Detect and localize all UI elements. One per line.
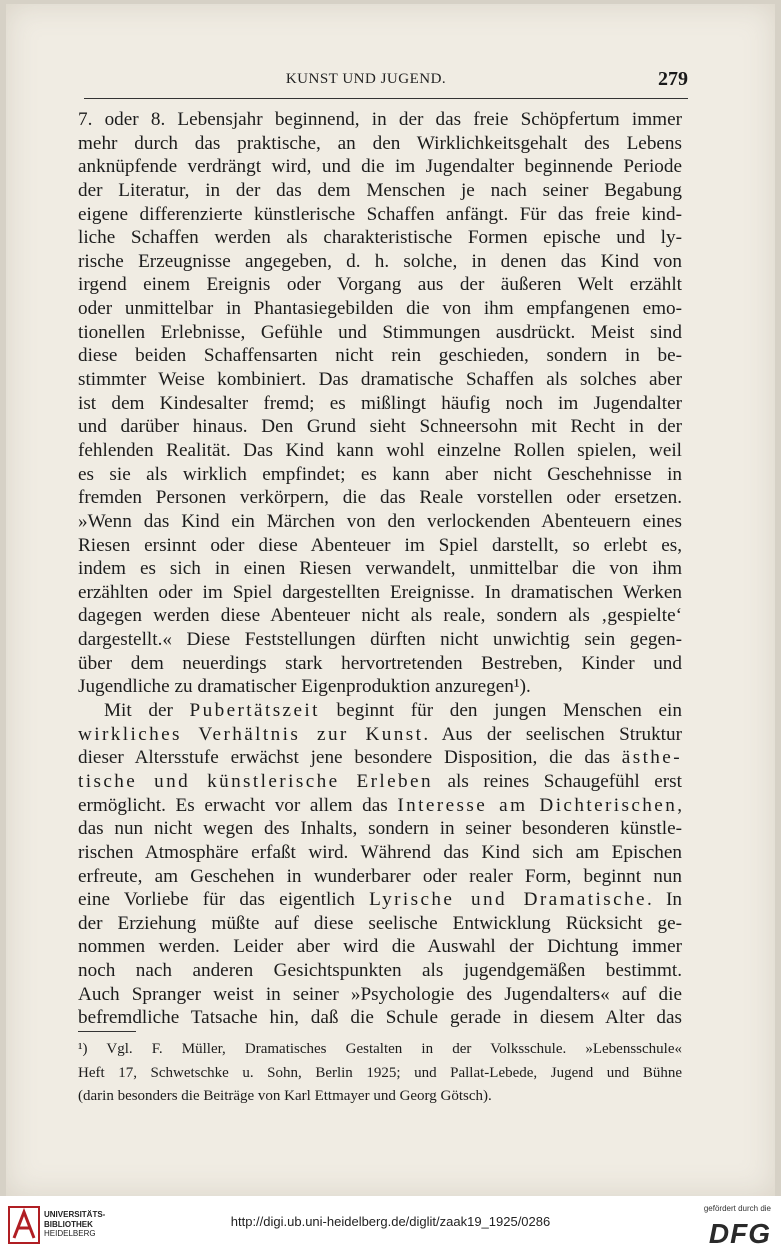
text-run: Mit der — [104, 700, 190, 722]
viewer-footer — [0, 1196, 781, 1255]
text-line: indem es sich in einen Riesen verwandelt, unmittelbar die von ihm — [78, 558, 682, 580]
dfg-logo[interactable]: DFG — [708, 1218, 771, 1249]
text-run: ermöglicht. Es erwacht vor allem das — [78, 794, 398, 816]
spaced-term: ästhe- — [621, 747, 682, 769]
spaced-term: wirkliches Verhältnis zur Kunst — [78, 723, 424, 745]
text-line: rischen Atmosphäre erfaßt wird. Während das Kind sich am Epischen — [78, 841, 682, 863]
text-line: erzählten oder im Spiel dargestellten Ereignisse. In dramatischen Werken — [78, 581, 682, 603]
text-line — [78, 794, 682, 818]
text-line: diese beiden Schaffensarten nicht rein geschieden, sondern in be- — [78, 345, 682, 367]
text-line: ist dem Kindesalter fremd; es mißlingt häufig noch im Jugendalter — [78, 392, 682, 414]
text-run: . In — [646, 889, 682, 911]
dfg-caption: gefördert durch die — [703, 1204, 771, 1213]
text-line: noch nach anderen Gesichtspunkten als jugendgemäßen bestimmt. — [78, 960, 682, 982]
page-number: 279 — [658, 68, 688, 90]
text-line: der Literatur, in der das dem Menschen je nach seiner Begabung — [78, 179, 682, 201]
text-line: es sie als wirklich empfindet; es kann aber nicht Geschehnisse in — [78, 463, 682, 485]
permalink-url[interactable]: http://digi.ub.uni-heidelberg.de/diglit/zaak19_1925/0286 — [230, 1214, 551, 1229]
running-title: KUNST UND JUGEND. — [285, 71, 447, 87]
text-line: oder unmittelbar in Phantasiegebilden die von ihm empfangenen emo- — [78, 298, 682, 320]
text-line: fehlenden Realität. Das Kind kann wohl einzelne Rollen spielen, weil — [78, 439, 682, 461]
text-run: beginnt für den jungen Menschen ein — [319, 700, 682, 722]
footnote-rule — [78, 1031, 136, 1032]
text-line: fremden Personen verkörpern, die das Reale vorstellen oder ersetzen. — [78, 487, 682, 509]
text-line — [78, 699, 682, 723]
text-run: , — [677, 794, 682, 816]
text-line — [78, 888, 682, 912]
text-line: nommen werden. Leider aber wird die Auswahl der Dichtung immer — [78, 936, 682, 958]
page-header — [84, 68, 688, 99]
footnote — [78, 1040, 682, 1111]
library-name-line: UNIVERSITÄTS- — [44, 1210, 106, 1219]
text-run: . Aus der seelischen Struktur — [423, 723, 682, 745]
library-name-line: HEIDELBERG — [44, 1229, 96, 1238]
spaced-term: Lyrische und Dramatische — [369, 889, 647, 911]
text-line: 7. oder 8. Lebensjahr beginnend, in der das freie Schöpfertum immer — [78, 109, 682, 130]
text-line: anknüpfende verdrängt wird, und die im Jugendalter beginnende Periode — [78, 156, 682, 178]
text-line: stimmter Weise kombiniert. Das dramatische Schaffen als solches aber — [78, 369, 682, 391]
text-line: liche Schaffen werden als charakteristische Formen epische und ly- — [78, 227, 682, 249]
text-line: rische Erzeugnisse angegeben, d. h. solche, in denen das Kind von — [78, 250, 682, 272]
text-line: »Wenn das Kind ein Märchen von den verlockenden Abenteuern eines — [78, 510, 682, 532]
footnote-line: ¹) Vgl. F. Müller, Dramatisches Gestalten in der Volksschule. »Lebensschule« — [78, 1041, 682, 1057]
text-line: und darüber hinaus. Den Grund sieht Schneersohn mit Recht in der — [78, 416, 682, 438]
text-line: erfreute, am Geschehen in wunderbarer oder realer Form, beginnt nun — [78, 865, 682, 887]
text-line: das nun nicht wegen des Inhalts, sondern in seiner besonderen künstle- — [78, 818, 682, 840]
text-run: dieser Altersstufe erwächst jene besondere Disposition, die das — [78, 747, 622, 769]
footnote-line: Heft 17, Schwetschke u. Sohn, Berlin 1925; und Pallat-Lebede, Jugend und Bühne — [78, 1064, 682, 1081]
text-line: mehr durch das praktische, an den Wirklichkeitsgehalt des Lebens — [78, 132, 682, 154]
text-line: dargestellt.« Diese Feststellungen dürften nicht unwichtig sein gegen- — [78, 629, 682, 651]
text-line: befremdliche Tatsache hin, daß die Schule gerade in diesem Alter das — [78, 1007, 682, 1029]
text-line: Riesen ersinnt oder diese Abenteuer im Spiel darstellt, so erlebt es, — [78, 534, 682, 556]
text-line: tionellen Erlebnisse, Gefühle und Stimmungen ausdrückt. Meist sind — [78, 321, 682, 343]
text-line: eigene differenzierte künstlerische Schaffen anfängt. Für das freie kind- — [78, 203, 682, 225]
spaced-term: tische und künstlerische Erleben — [78, 770, 433, 792]
spaced-term: Pubertätszeit — [189, 700, 320, 722]
text-line — [78, 723, 682, 747]
text-run: eine Vorliebe für das eigentlich — [78, 889, 370, 911]
text-line: über dem neuerdings stark hervortretenden Bestreben, Kinder und — [78, 652, 682, 674]
body-text — [78, 108, 682, 1030]
text-line: irgend einem Ereignis oder Vorgang aus der äußeren Welt erzählt — [78, 274, 682, 296]
text-line — [78, 746, 682, 770]
text-line: der Erziehung müßte auf diese seelische Entwicklung Rücksicht ge- — [78, 912, 682, 934]
text-line: Jugendliche zu dramatischer Eigenproduktion anzuregen¹). — [78, 676, 531, 698]
text-line: dagegen werden diese Abenteuer nicht als reale, sondern als ‚gespielte‘ — [78, 605, 682, 627]
spaced-term: Interesse am Dichterischen — [397, 794, 678, 816]
text-line — [78, 770, 682, 794]
footnote-line: (darin besonders die Beiträge von Karl Ettmayer und Georg Götsch). — [78, 1088, 492, 1105]
text-run: als reines Schaugefühl erst — [432, 770, 682, 792]
library-name-line: BIBLIOTHEK — [44, 1219, 93, 1229]
text-line: Auch Spranger weist in seiner »Psychologie des Jugendalters« auf die — [78, 983, 682, 1005]
